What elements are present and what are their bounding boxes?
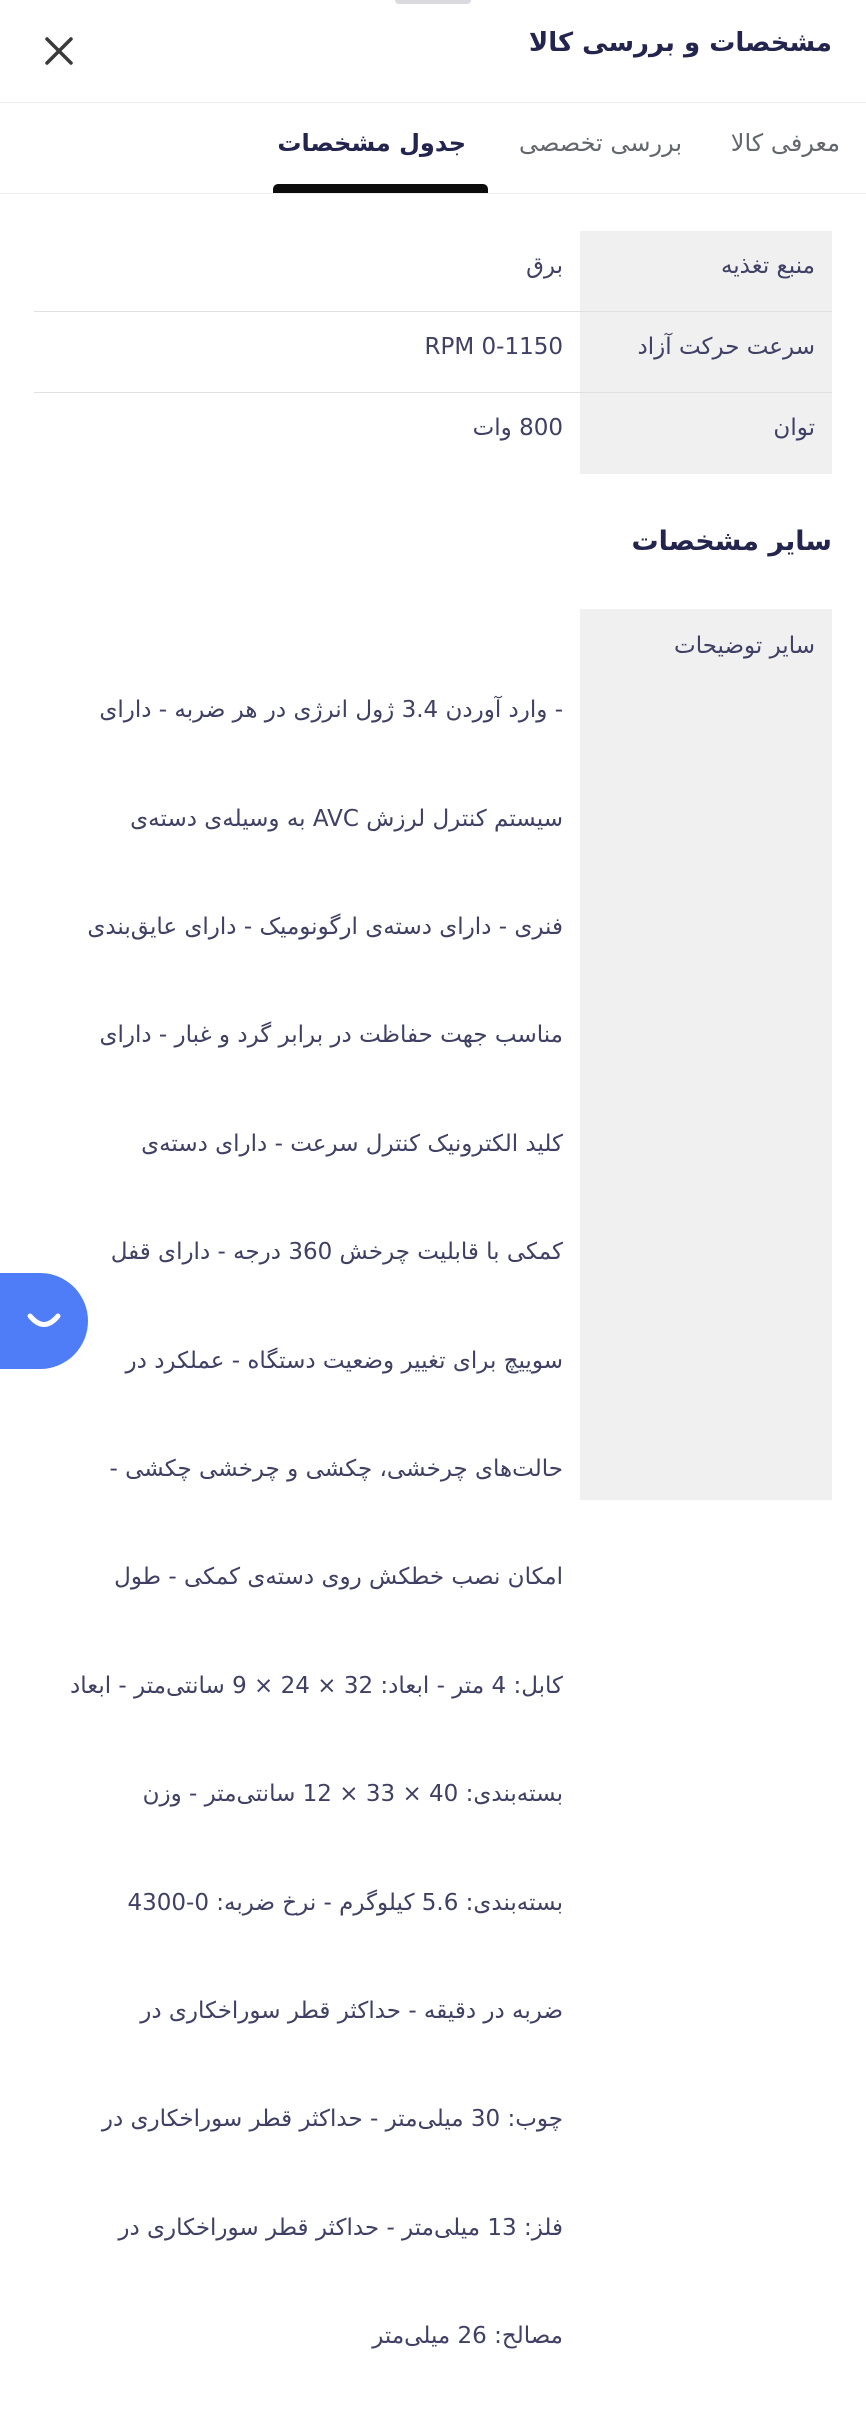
sheet-header (0, 0, 866, 103)
spec-row (34, 312, 832, 393)
spec-value: برق (526, 253, 563, 279)
description-line: سیستم کنترل لرزش AVC به وسیله‌ی دسته‌ی (130, 805, 563, 832)
description-line: امکان نصب خطکش روی دسته‌ی کمکی - طول (114, 1564, 563, 1591)
description-line: کابل: 4 متر - ابعاد: 32 × 24 × 9 سانتی‌متر - ابعاد (69, 1672, 563, 1699)
tab-expert-review[interactable]: بررسی تخصصی (518, 129, 682, 157)
spec-label: سایر توضیحات (580, 609, 832, 1500)
spec-row (34, 393, 832, 474)
description-line: سوییچ برای تغییر وضعیت دستگاه - عملکرد در (125, 1347, 563, 1374)
spec-value: 800 وات (472, 415, 563, 441)
description-line: کلید الکترونیک کنترل سرعت - دارای دسته‌ی (141, 1130, 563, 1157)
close-button[interactable] (36, 28, 82, 74)
description-line: فلز: 13 میلی‌متر - حداکثر قطر سوراخکاری در (118, 2214, 563, 2241)
tab-product-intro[interactable]: معرفی کالا (730, 129, 840, 157)
tab-spec-table[interactable]: جدول مشخصات (277, 129, 466, 157)
spec-label: توان (580, 393, 832, 474)
description-line: مناسب جهت حفاظت در برابر گرد و غبار - دارای (99, 1022, 563, 1049)
smile-chat-icon (24, 1311, 64, 1331)
description-line: چوب: 30 میلی‌متر - حداکثر قطر سوراخکاری در (101, 2106, 563, 2133)
description-line: بسته‌بندی: 40 × 33 × 12 سانتی‌متر - وزن (142, 1781, 563, 1808)
description-line: حالت‌های چرخشی، چکشی و چرخشی چکشی - (109, 1456, 563, 1483)
description-line: کمکی با قابلیت چرخش 360 درجه - دارای قفل (110, 1239, 563, 1266)
description-line: مصالح: 26 میلی‌متر (372, 2323, 563, 2350)
tab-bar (0, 103, 866, 194)
spec-description (43, 629, 563, 2418)
description-line: فنری - دارای دسته‌ی ارگونومیک - دارای عایق‌بندی (87, 914, 563, 941)
active-tab-indicator (273, 184, 488, 193)
spec-row (34, 231, 832, 312)
page-title: مشخصات و بررسی کالا (528, 28, 832, 58)
other-specs-table (34, 609, 832, 2350)
description-line: - وارد آوردن 3.4 ژول انرژی در هر ضربه - دارای (99, 697, 563, 724)
spec-label: سرعت حرکت آزاد (580, 312, 832, 392)
spec-label: منبع تغذیه (580, 231, 832, 311)
section-title: سایر مشخصات (631, 526, 832, 557)
close-icon (44, 36, 74, 66)
spec-table (34, 231, 832, 474)
description-line: بسته‌بندی: 5.6 کیلوگرم - نرخ ضربه: 0-4300 (127, 1889, 563, 1916)
description-line: ضربه در دقیقه - حداکثر قطر سوراخکاری در (140, 1998, 563, 2025)
spec-value: 0-1150 RPM (424, 334, 563, 360)
